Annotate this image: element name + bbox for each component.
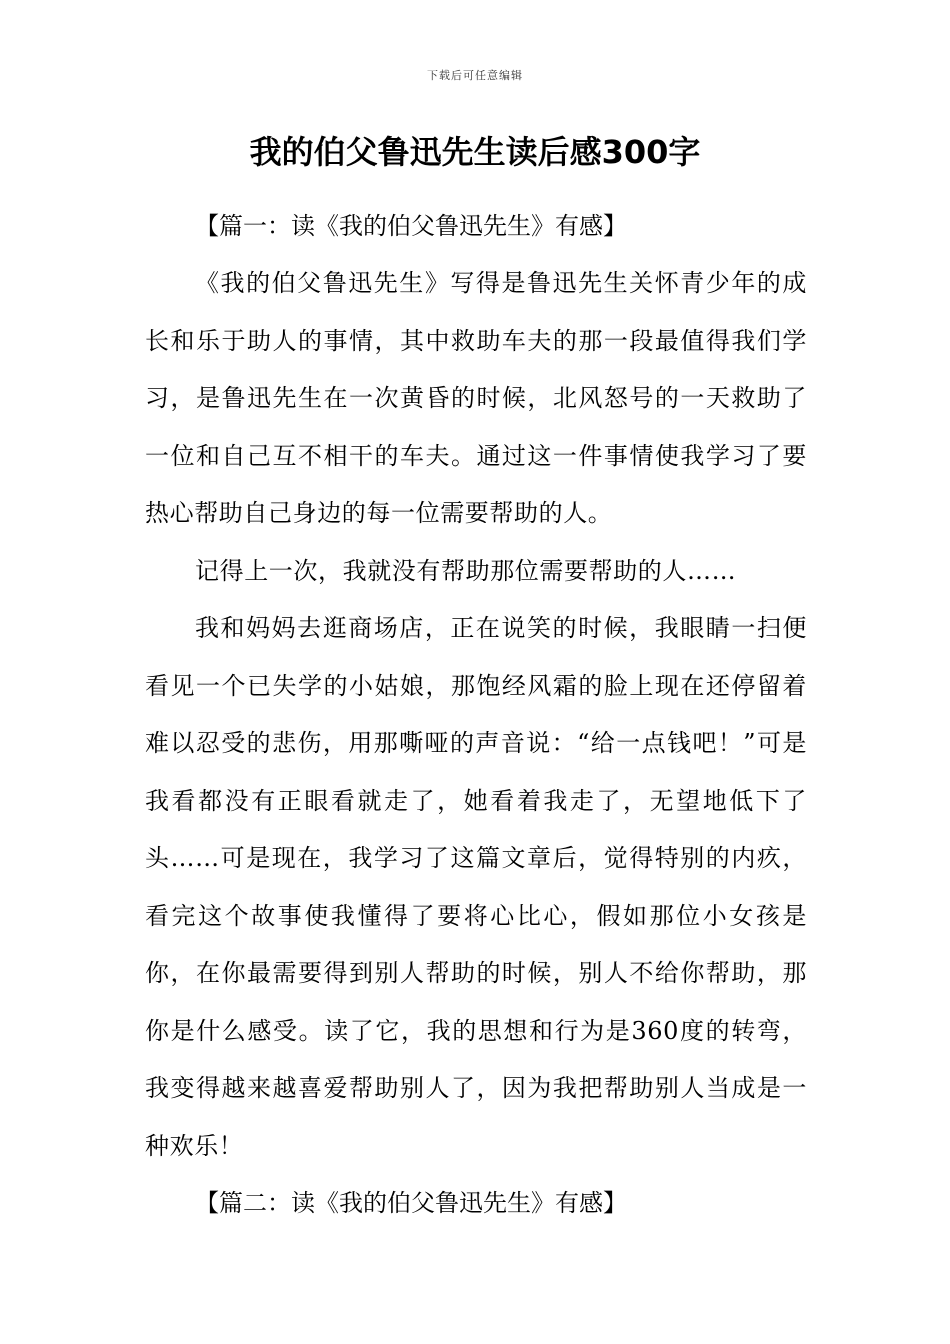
section-heading-1: 【篇一：读《我的伯父鲁迅先生》有感】 [195,212,627,240]
paragraph-3: 我和妈妈去逛商场店，正在说笑的时候，我眼睛一扫便看见一个已失学的小姑娘，那饱经风霜的脸上现在还停留着难以忍受的悲伤，用那嘶哑的声音说：“给一点钱吧！”可是我看都没有正眼看就走了，她看着我走了，无望地低下了头……可是现在，我学习了这篇文章后，觉得特别的内疚，看完这个故事使我懂得了要将心比心，假如那位小女孩是你，在你最需要得到别人帮助的时候，别人不给你帮助，那你是什么感受。读了它，我的思想和行为是360度的转弯，我变得越来越喜爱帮助别人了，因为我把帮助别人当成是一种欢乐！ [145,614,807,1160]
paragraph-2: 记得上一次，我就没有帮助那位需要帮助的人…… [195,556,737,585]
header-note: 下载后可任意编辑 [427,69,523,82]
document-body [145,198,807,1232]
section-heading-2: 【篇二：读《我的伯父鲁迅先生》有感】 [195,1189,627,1217]
paragraph-1: 《我的伯父鲁迅先生》写得是鲁迅先生关怀青少年的成长和乐于助人的事情，其中救助车夫的那一段最值得我们学习，是鲁迅先生在一次黄昏的时候，北风怒号的一天救助了一位和自己互不相干的车夫。通过这一件事情使我学习了要热心帮助自己身边的每一位需要帮助的人。 [145,269,807,527]
document-title: 我的伯父鲁迅先生读后感300字 [249,133,701,171]
